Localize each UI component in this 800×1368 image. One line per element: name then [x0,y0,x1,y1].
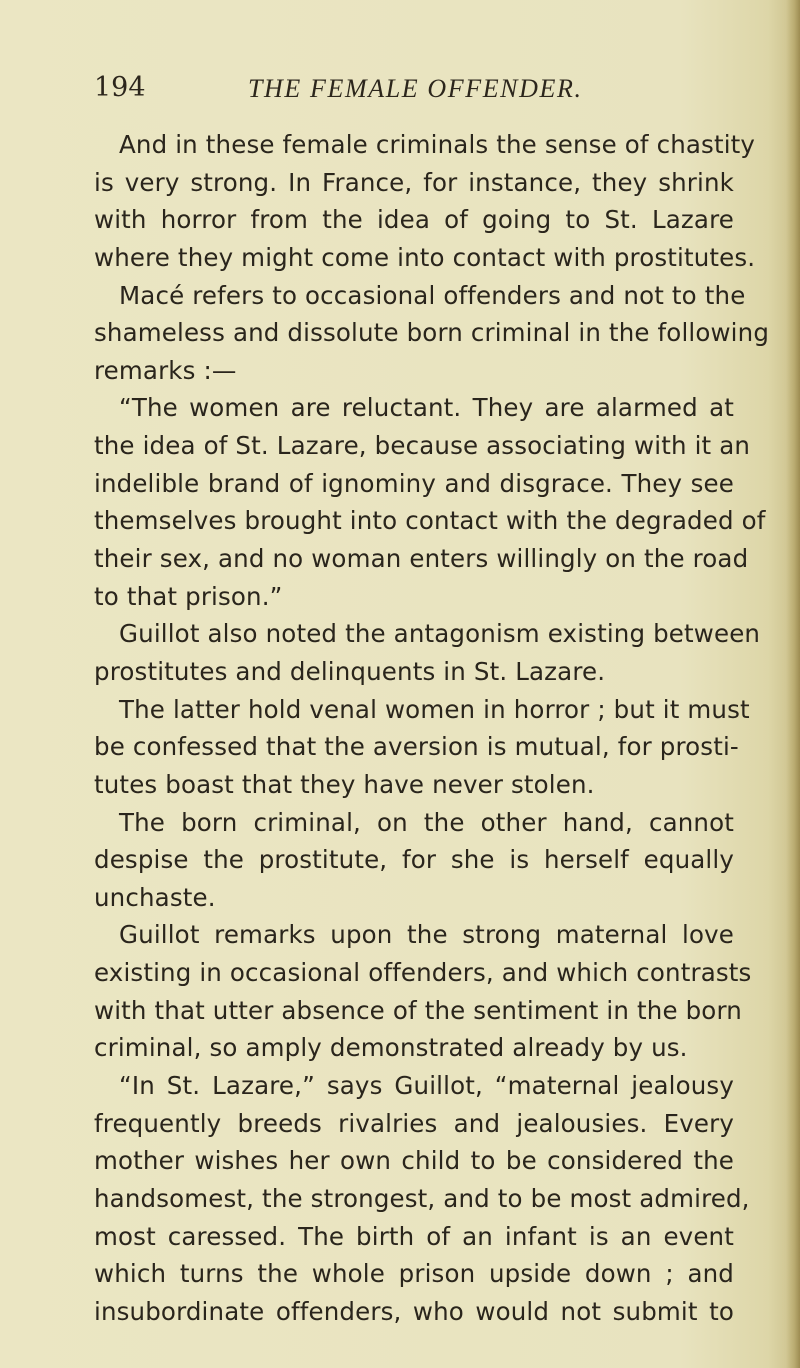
text-line: tutes boast that they have never stolen. [94,769,595,799]
text-line: remarks :— [94,355,237,385]
text-line: Macé refers to occasional offenders and not to the [119,280,746,310]
text-line: with horror from the idea of going to St. Lazare [94,205,734,235]
text-line: The latter hold venal women in horror ; but it must [119,694,750,724]
text-line: unchaste. [94,882,216,912]
text-line: Guillot remarks upon the strong maternal love [119,920,734,950]
text-line: to that prison.” [94,581,283,611]
text-line: existing in occasional offenders, and which contrasts [94,958,752,988]
text-line: be confessed that the aversion is mutual, for prosti- [94,732,739,762]
text-line: insubordinate offenders, who would not submit to [94,1296,734,1326]
text-line: And in these female criminals the sense of chastity [119,130,756,159]
text-line: Guillot also noted the antagonism existing between [119,619,761,649]
text-line: their sex, and no woman enters willingly on the road [94,544,749,574]
text-line: mother wishes her own child to be considered the [94,1146,734,1176]
text-line: is very strong. In France, for instance, they shrink [94,167,734,197]
running-title: THE FEMALE OFFENDER. [248,74,583,103]
text-line: “The women are reluctant. They are alarmed at [119,393,734,423]
text-line: which turns the whole prison upside down ; and [94,1259,734,1289]
text-line: themselves brought into contact with the degraded of [94,506,766,536]
text-line: despise the prostitute, for she is herself equally [94,845,734,875]
page-number: 194 [94,72,146,103]
text-line: with that utter absence of the sentiment in the born [94,995,742,1025]
page-edge-shadow [786,0,800,1368]
text-line: criminal, so amply demonstrated already by us. [94,1033,688,1063]
text-line: shameless and dissolute born criminal in the following [94,318,770,348]
text-line: most caressed. The birth of an infant is an event [94,1221,734,1251]
body-text [94,126,770,1331]
text-line: prostitutes and delinquents in St. Lazare. [94,656,606,686]
text-line: frequently breeds rivalries and jealousies. Every [94,1108,734,1138]
text-line: the idea of St. Lazare, because associating with it an [94,431,751,461]
text-line: indelible brand of ignominy and disgrace. They see [94,468,734,498]
text-line: “In St. Lazare,” says Guillot, “maternal jealousy [119,1071,734,1101]
text-line: where they might come into contact with prostitutes. [94,242,756,272]
text-line: handsomest, the strongest, and to be most admired, [94,1183,750,1213]
text-line: The born criminal, on the other hand, cannot [119,807,734,837]
page-header [94,70,734,110]
